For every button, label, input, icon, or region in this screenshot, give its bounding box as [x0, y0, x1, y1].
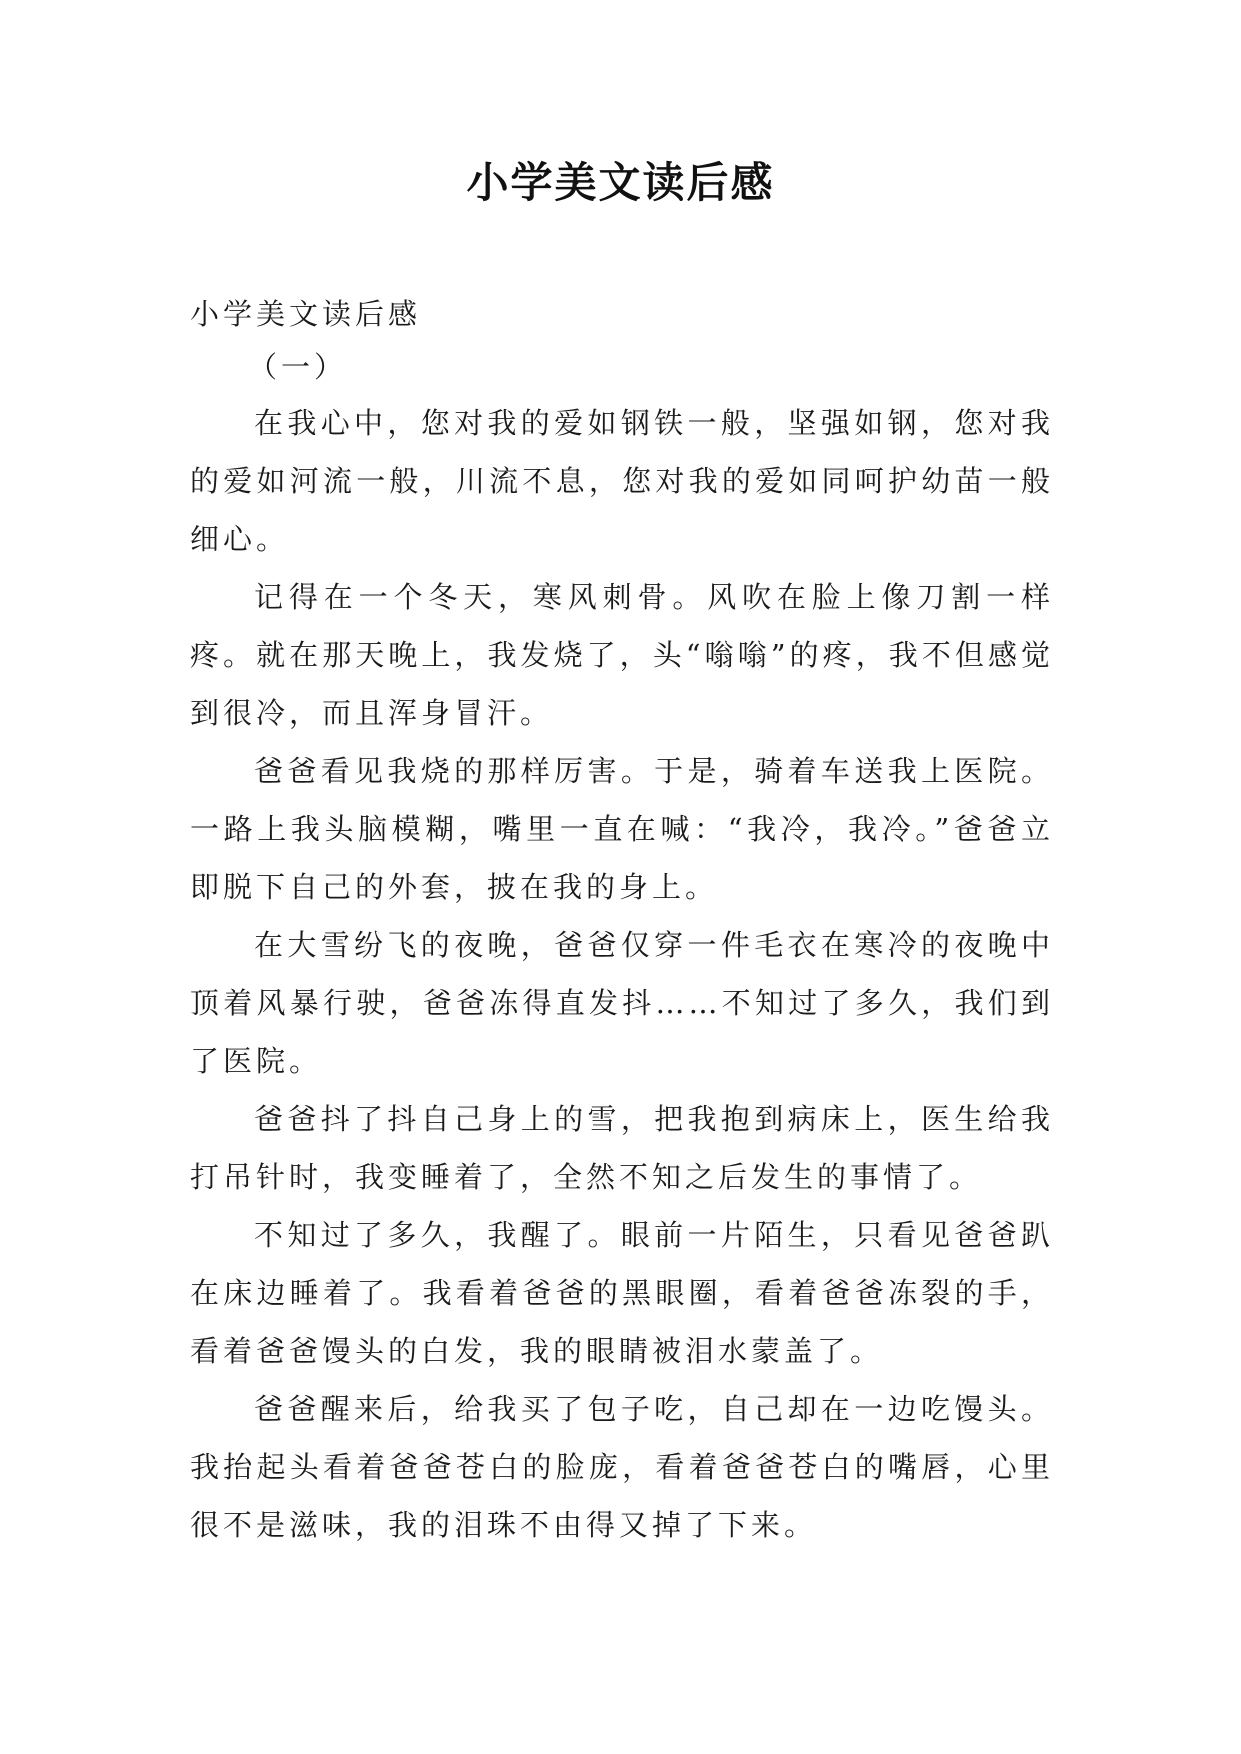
document-body: [190, 288, 1054, 1554]
paragraph-3: 爸爸看见我烧的那样厉害。于是，骑着车送我上医院。一路上我头脑模糊，嘴里一直在喊：“我冷，我冷。”爸爸立即脱下自己的外套，披在我的身上。: [190, 754, 1054, 904]
paragraph-1: 在我心中，您对我的爱如钢铁一般，坚强如钢，您对我的爱如河流一般，川流不息，您对我的爱如同呵护幼苗一般细心。: [190, 406, 1054, 556]
paragraph-5: 爸爸抖了抖自己身上的雪，把我抱到病床上，医生给我打吊针时，我变睡着了，全然不知之后发生的事情了。: [190, 1102, 1054, 1194]
paragraph-7: 爸爸醒来后，给我买了包子吃，自己却在一边吃馒头。我抬起头看着爸爸苍白的脸庞，看着爸爸苍白的嘴唇，心里很不是滋味，我的泪珠不由得又掉了下来。: [190, 1392, 1054, 1542]
section-number: （一）: [248, 350, 348, 384]
paragraph-4: 在大雪纷飞的夜晚，爸爸仅穿一件毛衣在寒冷的夜晚中顶着风暴行驶，爸爸冻得直发抖……不知过了多久，我们到了医院。: [190, 928, 1054, 1078]
document-title: 小学美文读后感: [466, 158, 775, 207]
paragraph-2: 记得在一个冬天，寒风刺骨。风吹在脸上像刀割一样疼。就在那天晚上，我发烧了，头“嗡嗡”的疼，我不但感觉到很冷，而且浑身冒汗。: [190, 580, 1054, 730]
document-subtitle: 小学美文读后感: [190, 297, 422, 331]
paragraph-6: 不知过了多久，我醒了。眼前一片陌生，只看见爸爸趴在床边睡着了。我看着爸爸的黑眼圈，看着爸爸冻裂的手，看着爸爸馒头的白发，我的眼睛被泪水蒙盖了。: [190, 1218, 1054, 1368]
